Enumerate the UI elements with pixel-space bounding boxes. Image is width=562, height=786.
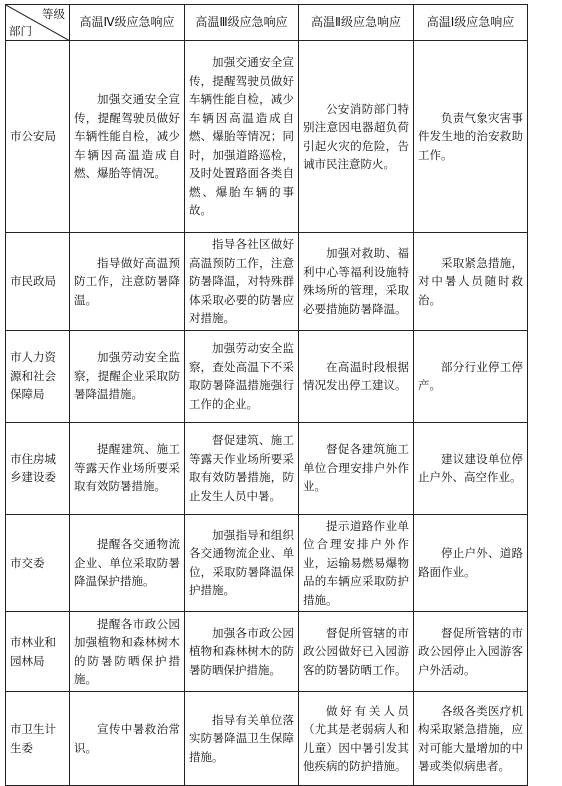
response-text: 督促所管辖的市政公园停止入园游客户外活动。 (418, 625, 523, 677)
column-header-level4: 高温Ⅳ级应急响应 (70, 5, 185, 41)
response-text: 提示道路作业单位合理安排户外作业，运输易燃易爆物品的车辆应采取防护措施。 (303, 518, 409, 607)
response-cell (70, 422, 185, 514)
response-cell (299, 692, 414, 786)
column-header-level2: 高温Ⅱ级应急响应 (299, 5, 414, 41)
response-cell (414, 422, 528, 514)
response-cell (70, 233, 185, 331)
table-row (6, 330, 528, 422)
response-text: 采取紧急措施，对中暑人员随时救治。 (418, 255, 523, 307)
header-row (6, 5, 528, 41)
response-text: 做好有关人员（尤其是老弱病人和儿童）因中暑引发其他疾病的防护措施。 (303, 703, 409, 773)
response-text: 加强各市政公园植物和森林树木的防暑防晒保护措施。 (189, 625, 294, 677)
response-text: 提醒各市政公园加强植物和森林树木的防暑防晒保护措施。 (74, 616, 180, 686)
response-cell (299, 612, 414, 692)
column-header-level1: 高温Ⅰ级应急响应 (414, 5, 528, 41)
dept-cell: 市公安局 (6, 41, 70, 233)
response-cell (185, 41, 299, 233)
dept-cell: 市住房城乡建设委 (6, 422, 70, 514)
response-cell (414, 330, 528, 422)
response-text: 指导有关单位落实防暑降温卫生保障措施。 (189, 712, 294, 764)
response-cell (299, 330, 414, 422)
response-cell (185, 692, 299, 786)
response-text: 加强劳动安全监察，提醒企业采取防暑降温措施。 (74, 350, 180, 402)
response-text: 指导做好高温预防工作，注意防暑降温。 (74, 255, 180, 307)
response-text: 提醒建筑、施工等露天作业场所要采取有效防暑措施。 (74, 442, 180, 494)
table-row (6, 692, 528, 786)
response-cell (414, 233, 528, 331)
response-cell (185, 330, 299, 422)
table-row (6, 514, 528, 612)
response-text: 加强交通安全宣传，提醒驾驶员做好车辆性能自检，减少车辆因高温造成自燃、爆胎等情况。 (74, 92, 180, 181)
response-text: 部分行业停工停产。 (418, 359, 523, 392)
response-cell (70, 692, 185, 786)
response-cell (185, 233, 299, 331)
response-cell (185, 514, 299, 612)
corner-dept-label: 部门 (9, 24, 32, 38)
response-cell (299, 233, 414, 331)
table-row (6, 233, 528, 331)
response-text: 在高温时段根据情况发出停工建议。 (303, 359, 409, 392)
table-row (6, 422, 528, 514)
response-text: 提醒各交通物流企业、单位采取防暑降温保护措施。 (74, 537, 180, 588)
response-text: 督促各建筑施工单位合理安排户外作业。 (303, 442, 409, 494)
heat-response-table (5, 4, 528, 786)
response-text: 建议建设单位停止户外、高空作业。 (418, 451, 523, 484)
column-header-level3: 高温Ⅲ级应急响应 (185, 5, 299, 41)
response-text: 公安消防部门特别注意因电器超负荷引起火灾的危险，告诫市民注意防火。 (303, 101, 409, 171)
response-text: 加强指导和组织各交通物流企业、单位，采取防暑降温保护措施。 (189, 527, 294, 598)
response-text: 督促所管辖的市政公园做好已入园游客的防暑防晒工作。 (303, 625, 409, 677)
response-text: 宣传中暑救治常识。 (74, 722, 180, 755)
response-cell (70, 330, 185, 422)
response-text: 督促建筑、施工等露天作业场所要采取有效防暑措施，防止发生人员中暑。 (189, 433, 294, 503)
table-row (6, 612, 528, 692)
dept-cell: 市交委 (6, 514, 70, 612)
response-text: 加强劳动安全监察，查处高温下不采取防暑降温措施强行工作的企业。 (189, 341, 294, 411)
response-cell (414, 41, 528, 233)
response-cell (414, 692, 528, 786)
response-cell (299, 422, 414, 514)
corner-header-cell (6, 5, 70, 41)
response-text: 负责气象灾害事件发生地的治安救助工作。 (418, 110, 523, 162)
response-text: 停止户外、道路路面作业。 (418, 546, 523, 579)
dept-cell: 市林业和园林局 (6, 612, 70, 692)
corner-level-label: 等级 (42, 7, 65, 21)
dept-cell: 市民政局 (6, 233, 70, 331)
response-cell (299, 41, 414, 233)
dept-cell: 市人力资源和社会保障局 (6, 330, 70, 422)
response-cell (70, 41, 185, 233)
response-cell (299, 514, 414, 612)
response-cell (185, 422, 299, 514)
response-cell (414, 612, 528, 692)
table-row (6, 41, 528, 233)
response-text: 加强对救助、福利中心等福利设施特殊场所的管理，采取必要措施防暑降温。 (303, 246, 409, 316)
response-cell (414, 514, 528, 612)
dept-cell: 市卫生计生委 (6, 692, 70, 786)
response-text: 各级各类医疗机构采取紧急措施，应对可能大量增加的中暑或类似病患者。 (418, 703, 523, 773)
response-text: 指导各社区做好高温预防工作，注意防暑降温，对特殊群体采取必要的防暑应对措施。 (189, 237, 294, 325)
response-cell (185, 612, 299, 692)
response-cell (70, 514, 185, 612)
response-cell (70, 612, 185, 692)
response-text: 加强交通安全宣传，提醒驾驶员做好车辆性能自检，减少车辆因高温造成自燃、爆胎等情况；同时，加强道路巡检，及时处置路面各类自燃、爆胎车辆的事故。 (189, 55, 294, 218)
